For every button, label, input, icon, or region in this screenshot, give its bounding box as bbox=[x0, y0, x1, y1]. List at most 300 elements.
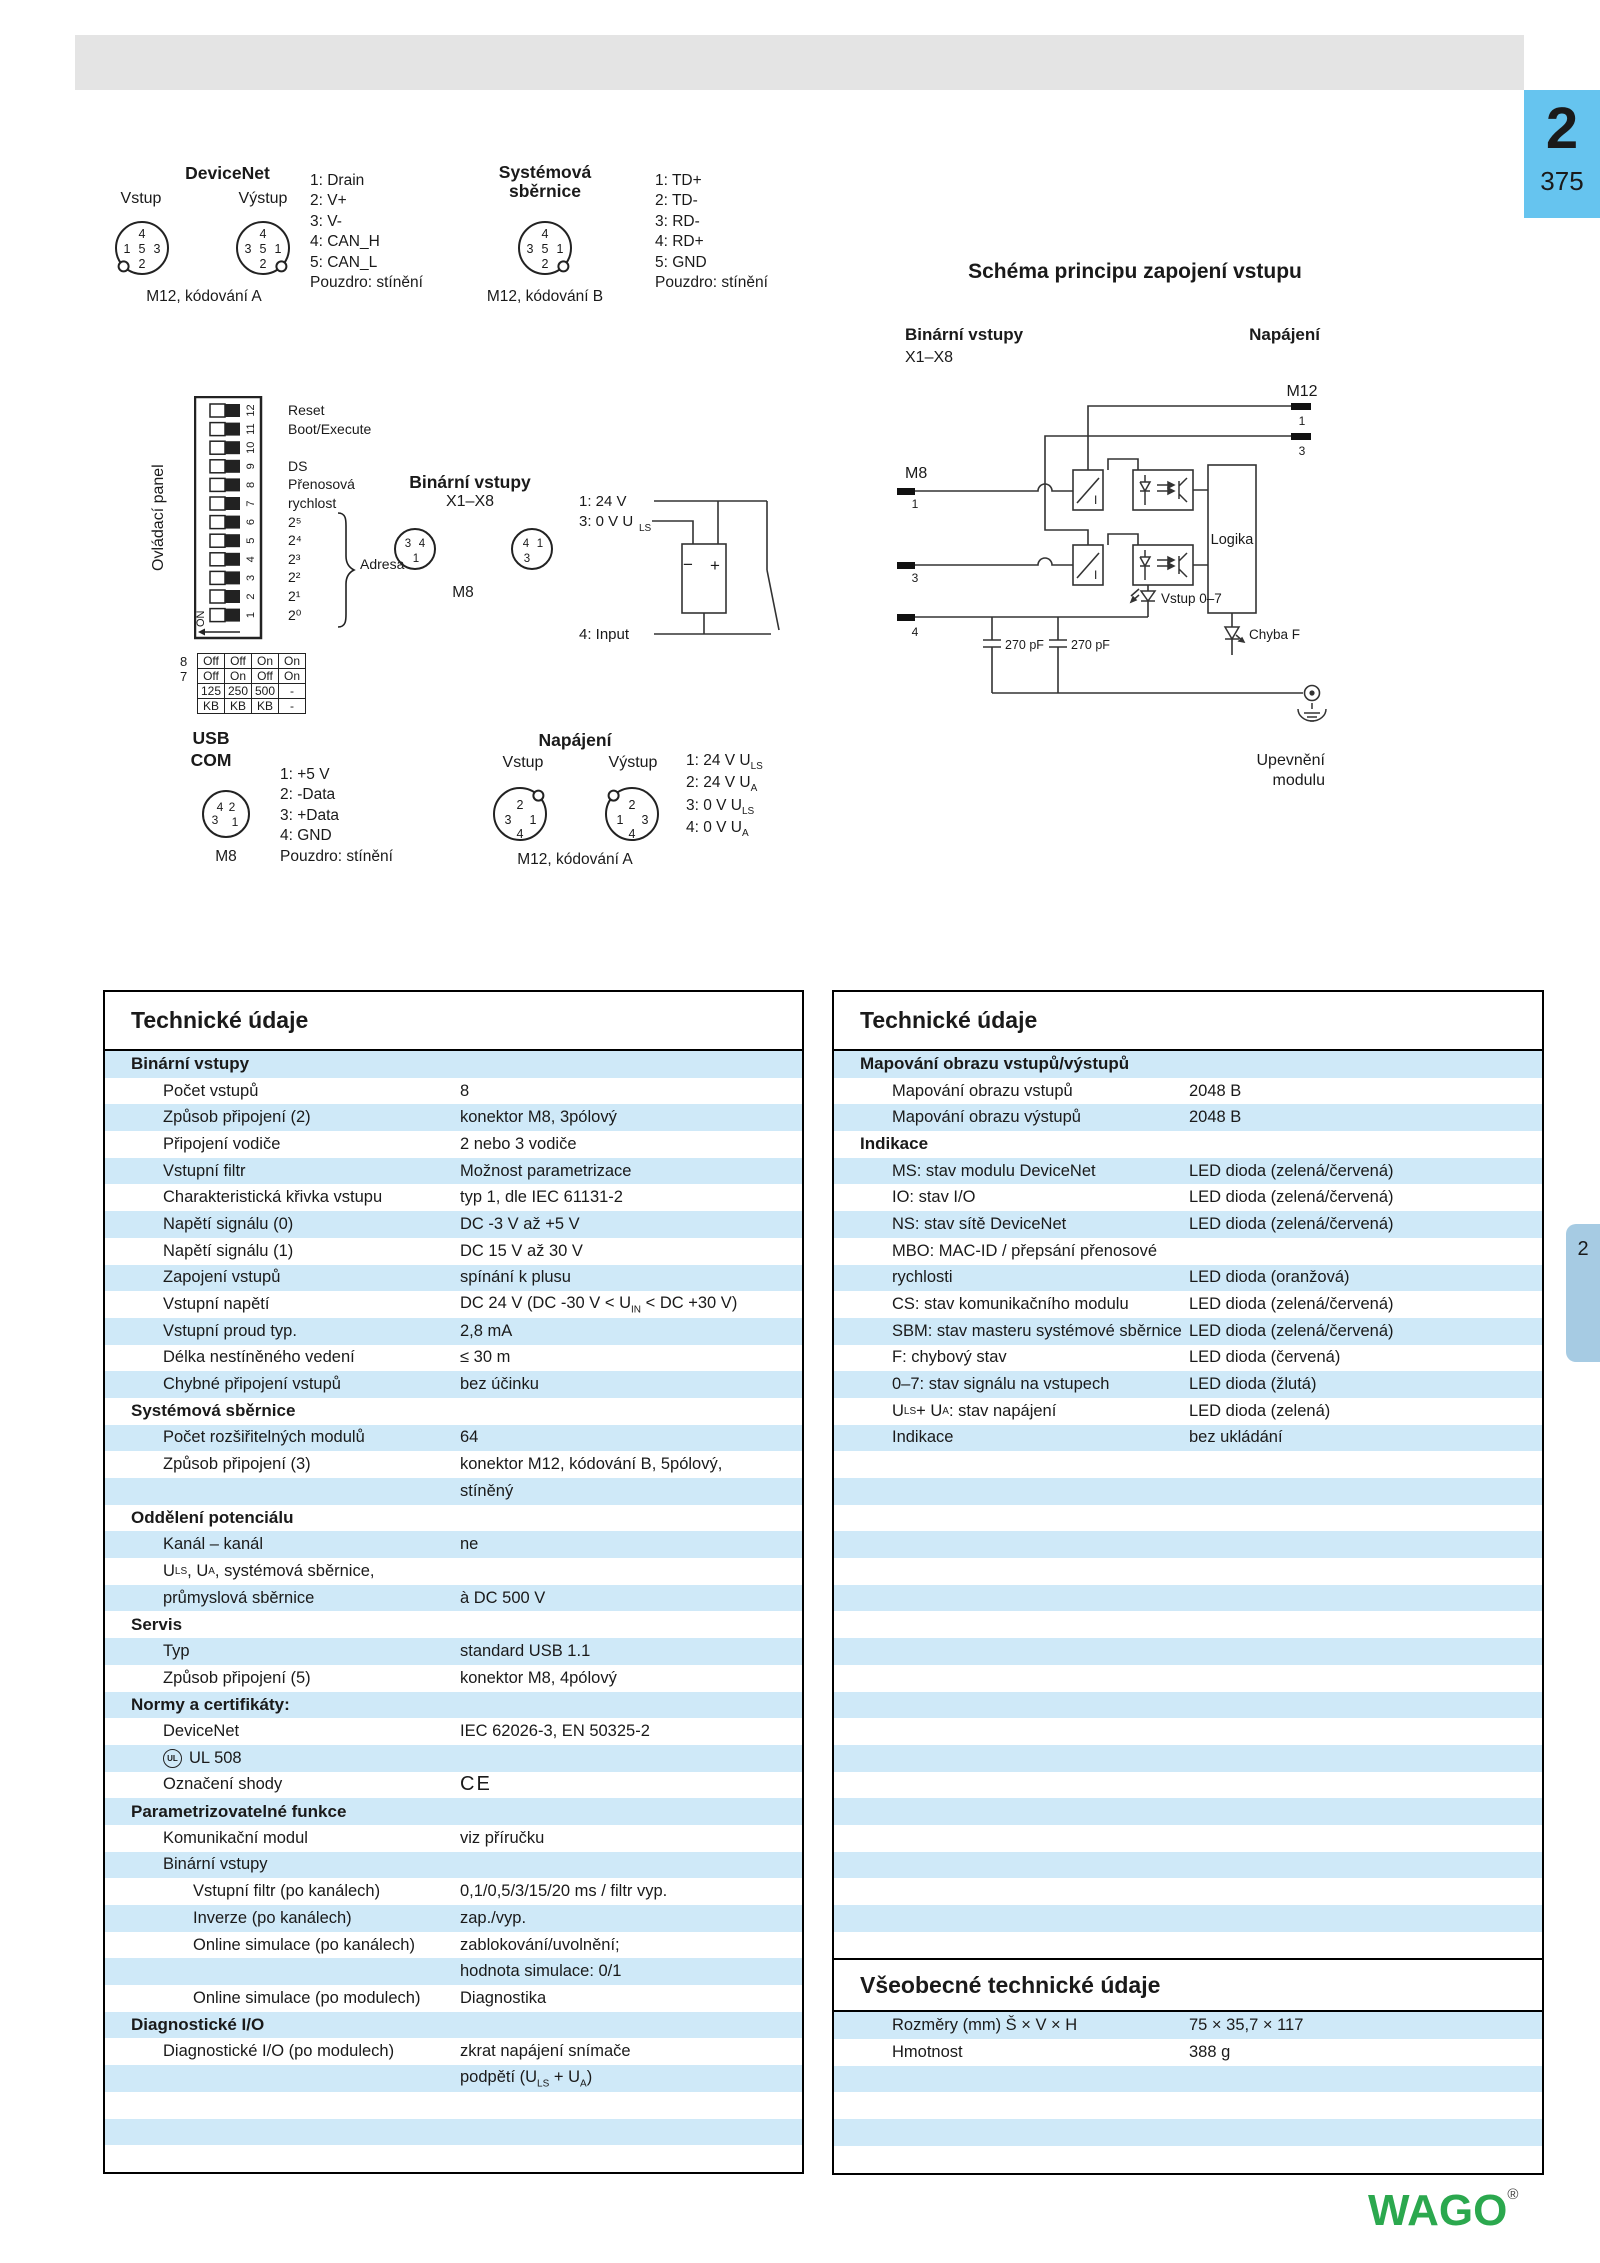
table-row bbox=[105, 1478, 802, 1505]
dip-switch-slider-on[interactable] bbox=[225, 571, 240, 584]
row-label: Inverze (po kanálech) bbox=[193, 1908, 352, 1927]
sysbus-coding-label: M12, kódování B bbox=[486, 288, 604, 305]
row-value: konektor M12, kódování B, 5pólový, bbox=[460, 1455, 723, 1474]
table-row bbox=[105, 1852, 802, 1879]
table-row bbox=[105, 1932, 802, 1959]
table-section-row bbox=[834, 1131, 1542, 1158]
row-label: Vstupní filtr bbox=[163, 1161, 246, 1180]
row-value: 388 g bbox=[1189, 2042, 1231, 2061]
svg-text:3: 3 bbox=[244, 242, 252, 256]
dip-switch-label: DS bbox=[288, 457, 308, 474]
svg-text:I: I bbox=[1094, 568, 1098, 582]
table-row bbox=[105, 1772, 802, 1799]
row-value: DC 24 V (DC -30 $V < U_{IN}$ < DC +30 V) bbox=[460, 1293, 738, 1316]
dip-switch-number: 12 bbox=[245, 404, 257, 417]
devicenet-output-connector-icon bbox=[229, 214, 297, 282]
table-row bbox=[834, 1291, 1542, 1318]
schematic-inputs-range: X1–X8 bbox=[905, 349, 954, 366]
binary-input-connector2-icon bbox=[510, 527, 554, 571]
table-empty-row bbox=[834, 1745, 1542, 1772]
baud-cell: KB bbox=[252, 699, 279, 714]
devicenet-coding-label: M12, kódování A bbox=[146, 288, 262, 305]
row-value: 64 bbox=[460, 1428, 479, 1447]
usb-connector-icon bbox=[200, 788, 252, 840]
table-row bbox=[105, 1345, 802, 1372]
svg-text:2: 2 bbox=[541, 257, 549, 271]
baud-cell: 250 bbox=[225, 684, 252, 699]
table-row bbox=[834, 1184, 1542, 1211]
row-value: typ 1, dle IEC 61131-2 bbox=[460, 1188, 623, 1207]
dip-switch-slider-on[interactable] bbox=[225, 609, 240, 622]
table-empty-row bbox=[834, 1798, 1542, 1825]
pin-label: 4: 0 V $U_A$ bbox=[686, 818, 749, 839]
baud-row8-label: 8 bbox=[180, 654, 188, 669]
row-value: LED dioda (červená) bbox=[1189, 1348, 1341, 1367]
power-output-label: Výstup bbox=[608, 754, 658, 771]
dip-switch-slider-off[interactable] bbox=[210, 571, 225, 584]
table-row bbox=[105, 1558, 802, 1585]
dip-switch-slider-on[interactable] bbox=[225, 590, 240, 603]
row-value: 0,1/0,5/3/15/20 ms / filtr vyp. bbox=[460, 1882, 668, 1901]
pin-label: 2: V+ bbox=[310, 192, 347, 210]
table-empty-row bbox=[105, 2119, 802, 2146]
svg-text:3: 0 V U: 3: 0 V U bbox=[579, 513, 634, 530]
table-empty-row bbox=[834, 1451, 1542, 1478]
m8-pad-3 bbox=[897, 562, 915, 569]
dip-switch-slider-off[interactable] bbox=[210, 497, 225, 510]
row-value: podpětí $(U_{LS} + U_A)$ bbox=[460, 2067, 593, 2090]
table-row bbox=[834, 1345, 1542, 1372]
table-empty-row bbox=[834, 1825, 1542, 1852]
power-output-connector-icon bbox=[604, 786, 660, 842]
dip-switch-slider-on[interactable] bbox=[225, 553, 240, 566]
svg-text:2: 2 bbox=[259, 257, 267, 271]
row-label: Kanál – kanál bbox=[163, 1535, 263, 1554]
row-label: U LS + U A : stav napájení bbox=[892, 1401, 1057, 1420]
input-filter-symbols bbox=[1073, 470, 1103, 585]
table-section-row bbox=[105, 1611, 802, 1638]
row-value: zkrat napájení snímače bbox=[460, 2042, 631, 2061]
table-row bbox=[105, 1745, 802, 1772]
dip-switch-slider-off[interactable] bbox=[210, 534, 225, 547]
schematic-power-label: Napájení bbox=[1249, 325, 1320, 344]
row-label: Délka nestíněného vedení bbox=[163, 1348, 355, 1367]
dip-switch-number: 10 bbox=[245, 441, 257, 454]
pin-label: 1: Drain bbox=[310, 172, 365, 189]
row-label: SBM: stav masteru systémové sběrnice bbox=[892, 1321, 1182, 1340]
mounting-label-line2: modulu bbox=[1272, 772, 1325, 789]
dip-switch-label: 2³ bbox=[288, 550, 301, 567]
table-row bbox=[105, 2065, 802, 2092]
dip-switch-slider-on[interactable] bbox=[225, 497, 240, 510]
mounting-label-line1: Upevnění bbox=[1256, 752, 1325, 769]
svg-text:3: 3 bbox=[526, 242, 534, 256]
chapter-side-tab[interactable] bbox=[1566, 1224, 1600, 1362]
pin-label: 3: V- bbox=[310, 212, 342, 230]
baud-cell: On bbox=[279, 669, 306, 684]
table-section-row bbox=[105, 1051, 802, 1078]
row-value: 2 nebo 3 vodiče bbox=[460, 1134, 577, 1153]
table-row bbox=[834, 1211, 1542, 1238]
table-row bbox=[834, 2039, 1542, 2066]
row-value: LED dioda (zelená) bbox=[1189, 1401, 1331, 1420]
row-label: DeviceNet bbox=[163, 1722, 240, 1741]
dip-switch-slider-off[interactable] bbox=[210, 590, 225, 603]
table-row bbox=[105, 1985, 802, 2012]
row-label: Rozměry (mm) Š × V × H bbox=[892, 2016, 1078, 2035]
ce-mark: CE bbox=[460, 1773, 492, 1796]
right-table-title: Technické údaje bbox=[834, 992, 1542, 1051]
row-label: 0–7: stav signálu na vstupech bbox=[892, 1375, 1110, 1394]
table-row bbox=[105, 1905, 802, 1932]
row-value: ≤ 30 m bbox=[460, 1348, 511, 1367]
row-label: CS: stav komunikačního modulu bbox=[892, 1295, 1129, 1314]
table-empty-row bbox=[834, 2146, 1542, 2173]
wago-logo-text: WAGO bbox=[1368, 2186, 1508, 2235]
capacitor2-label: 270 pF bbox=[1071, 638, 1110, 652]
pin-label: 2: -Data bbox=[280, 786, 336, 804]
m8-pad-1 bbox=[897, 488, 915, 495]
row-label: Chybné připojení vstupů bbox=[163, 1375, 341, 1394]
usb-connector-type-label: M8 bbox=[215, 848, 237, 865]
binary-input-connector1-icon bbox=[393, 527, 437, 571]
svg-text:3: 3 bbox=[211, 813, 219, 827]
row-label: Způsob připojení (2) bbox=[163, 1108, 311, 1127]
dip-switch-slider-on[interactable] bbox=[225, 423, 240, 436]
svg-text:1: 1 bbox=[616, 813, 624, 827]
sysbus-connector-icon bbox=[511, 214, 579, 282]
dip-switch[interactable] bbox=[194, 396, 264, 640]
baud-cell: 500 bbox=[252, 684, 279, 699]
pin-label: Pouzdro: stínění bbox=[310, 273, 423, 291]
pin-label: 1: +5 V bbox=[280, 766, 330, 783]
binary-connector-type-label: M8 bbox=[452, 584, 474, 601]
table-empty-row bbox=[834, 1638, 1542, 1665]
table-empty-row bbox=[834, 1852, 1542, 1879]
baud-cell: On bbox=[225, 669, 252, 684]
row-label: rychlosti bbox=[892, 1268, 953, 1287]
dip-switch-number: 6 bbox=[245, 519, 257, 526]
row-value: zablokování/uvolnění; bbox=[460, 1935, 620, 1954]
row-label: Binární vstupy bbox=[131, 1054, 250, 1074]
svg-text:+: + bbox=[710, 556, 720, 575]
registered-mark: ® bbox=[1507, 2186, 1519, 2203]
table-row bbox=[834, 1425, 1542, 1452]
row-label: Online simulace (po modulech) bbox=[193, 1988, 421, 2007]
dip-switch-number: 1 bbox=[245, 612, 257, 619]
dip-switch-label: 2⁵ bbox=[288, 513, 302, 530]
binary-inputs-title: Binární vstupy bbox=[409, 472, 531, 492]
dip-switch-label: 2² bbox=[288, 569, 301, 586]
svg-text:LS: LS bbox=[639, 523, 652, 534]
row-label: IO: stav I/O bbox=[892, 1188, 976, 1207]
row-label: Napětí signálu (0) bbox=[163, 1214, 294, 1233]
baud-cell: Off bbox=[198, 654, 225, 669]
error-led-label: Chyba F bbox=[1249, 627, 1301, 642]
svg-text:4: Input: 4: Input bbox=[579, 626, 630, 643]
usb-title-line1: USB bbox=[192, 728, 230, 748]
row-label: Mapování obrazu výstupů bbox=[892, 1108, 1081, 1127]
row-label: Způsob připojení (5) bbox=[163, 1668, 311, 1687]
dip-switch-number: 8 bbox=[245, 481, 257, 488]
page-number: 375 bbox=[1540, 166, 1584, 196]
svg-text:2: 2 bbox=[516, 798, 524, 812]
dip-switch-number: 2 bbox=[245, 593, 257, 600]
usb-pin-list bbox=[280, 766, 393, 868]
schematic-title: Schéma principu zapojení vstupu bbox=[968, 260, 1302, 283]
row-label: Mapování obrazu vstupů/výstupů bbox=[860, 1054, 1130, 1074]
pin-label: 3: 0 V $U_{LS}$ bbox=[686, 796, 755, 817]
row-label: Normy a certifikáty: bbox=[131, 1694, 290, 1714]
row-value: LED dioda (zelená/červená) bbox=[1189, 1161, 1394, 1180]
row-label: Charakteristická křivka vstupu bbox=[163, 1188, 383, 1207]
sysbus-title: Systémová sběrnice bbox=[498, 162, 592, 201]
dip-switch-slider-on[interactable] bbox=[225, 516, 240, 529]
table-section-row bbox=[105, 1505, 802, 1532]
baud-cell: Off bbox=[252, 669, 279, 684]
table-empty-row bbox=[834, 2066, 1542, 2093]
dip-switch-slider-on[interactable] bbox=[225, 460, 240, 473]
row-value: à DC 500 V bbox=[460, 1588, 546, 1607]
dip-switch-label: Přenosová bbox=[288, 476, 355, 493]
svg-text:1: 1 bbox=[123, 242, 131, 256]
svg-text:4: 4 bbox=[522, 538, 530, 550]
row-label: Systémová sběrnice bbox=[131, 1401, 296, 1421]
technical-data-table-left bbox=[103, 990, 804, 2174]
table-empty-row bbox=[834, 2092, 1542, 2119]
svg-text:4: 4 bbox=[418, 538, 426, 550]
table-row bbox=[105, 1878, 802, 1905]
ground-symbol-icon bbox=[1298, 703, 1326, 721]
row-label: Způsob připojení (3) bbox=[163, 1455, 311, 1474]
svg-text:I: I bbox=[1094, 493, 1098, 507]
svg-text:2: 2 bbox=[628, 798, 636, 812]
table-section-row bbox=[834, 1051, 1542, 1078]
row-label: průmyslová sběrnice bbox=[163, 1588, 315, 1607]
address-label: Adresa bbox=[360, 556, 405, 572]
power-title: Napájení bbox=[538, 730, 612, 750]
dip-switch-slider-off[interactable] bbox=[210, 423, 225, 436]
svg-text:5: 5 bbox=[138, 242, 146, 256]
svg-text:1: 1 bbox=[231, 815, 239, 829]
svg-text:3: 3 bbox=[911, 571, 919, 585]
row-value: LED dioda (zelená/červená) bbox=[1189, 1214, 1394, 1233]
row-label: F: chybový stav bbox=[892, 1348, 1007, 1367]
schematic-m12-label: M12 bbox=[1286, 383, 1318, 400]
dip-switch-slider-off[interactable] bbox=[210, 553, 225, 566]
row-label: Diagnostické I/O bbox=[131, 2015, 265, 2035]
row-value: DC 15 V až 30 V bbox=[460, 1241, 583, 1260]
row-value: konektor M8, 3pólový bbox=[460, 1108, 617, 1127]
wago-logo bbox=[1368, 2186, 1518, 2236]
power-pin-list bbox=[686, 752, 763, 841]
table-empty-row bbox=[834, 1611, 1542, 1638]
row-value: 8 bbox=[460, 1081, 470, 1100]
dip-switch-label: 2⁴ bbox=[288, 532, 302, 549]
row-label: Napětí signálu (1) bbox=[163, 1241, 294, 1260]
general-data-title: Všeobecné technické údaje bbox=[834, 1958, 1542, 2012]
svg-text:3: 3 bbox=[641, 813, 649, 827]
table-row bbox=[105, 1184, 802, 1211]
row-value: bez ukládání bbox=[1189, 1428, 1283, 1447]
m12-pad-1 bbox=[1291, 403, 1311, 410]
input-principle-schematic bbox=[875, 245, 1565, 815]
svg-text:4: 4 bbox=[541, 227, 549, 241]
row-value: LED dioda (zelená/červená) bbox=[1189, 1295, 1394, 1314]
dip-switch-slider-off[interactable] bbox=[210, 404, 225, 417]
row-label: Online simulace (po kanálech) bbox=[193, 1935, 415, 1954]
svg-text:3: 3 bbox=[523, 553, 531, 565]
pin-label: 1: 24 V $U_{LS}$ bbox=[686, 752, 763, 773]
row-label: UL UL 508 bbox=[105, 1749, 460, 1768]
baud-cell: Off bbox=[225, 654, 252, 669]
row-value: zap./vyp. bbox=[460, 1908, 527, 1927]
dip-switch-number: 5 bbox=[245, 537, 257, 544]
table-row bbox=[834, 1078, 1542, 1105]
binary-inputs-range: X1–X8 bbox=[445, 493, 495, 510]
input-status-led-icon bbox=[1131, 589, 1155, 602]
row-label: Servis bbox=[131, 1614, 183, 1634]
table-row bbox=[834, 1158, 1542, 1185]
baud-cell: KB bbox=[198, 699, 225, 714]
svg-text:5: 5 bbox=[541, 242, 549, 256]
table-empty-row bbox=[105, 2145, 802, 2172]
svg-text:−: − bbox=[683, 555, 693, 574]
schematic-m8-label: M8 bbox=[905, 465, 928, 482]
table-row bbox=[105, 1531, 802, 1558]
side-tab-label: 2 bbox=[1577, 1238, 1589, 1260]
row-label: Počet vstupů bbox=[163, 1081, 259, 1100]
dip-switch-slider-on[interactable] bbox=[225, 478, 240, 491]
control-panel-label: Ovládací panel bbox=[150, 464, 167, 572]
baud-row7-label: 7 bbox=[180, 669, 188, 684]
page-number-badge bbox=[1524, 90, 1600, 218]
row-label: Počet rozšiřitelných modulů bbox=[163, 1428, 365, 1447]
devicenet-input-connector-icon bbox=[108, 214, 176, 282]
power-input-label: Vstup bbox=[502, 754, 544, 771]
svg-text:1: 1 bbox=[412, 553, 420, 565]
table-section-row bbox=[105, 1798, 802, 1825]
dip-switch-slider-off[interactable] bbox=[210, 460, 225, 473]
power-input-connector-icon bbox=[492, 786, 548, 842]
row-label: U LS , U A , systémová sběrnice, bbox=[163, 1561, 375, 1580]
dip-on-label: ON bbox=[195, 610, 207, 627]
row-value: hodnota simulace: 0/1 bbox=[460, 1962, 622, 1981]
svg-text:1: 1 bbox=[1298, 414, 1306, 428]
row-label: NS: stav sítě DeviceNet bbox=[892, 1214, 1067, 1233]
baud-rate-table bbox=[197, 653, 306, 714]
table-row bbox=[105, 1958, 802, 1985]
pin-label: 1: TD+ bbox=[655, 172, 702, 189]
technical-data-table-right bbox=[832, 990, 1544, 2175]
row-value: 2,8 mA bbox=[460, 1321, 513, 1340]
dip-switch-number: 7 bbox=[245, 500, 257, 507]
dip-switch-label: 2⁰ bbox=[288, 606, 302, 623]
table-row bbox=[105, 1638, 802, 1665]
table-row bbox=[834, 2012, 1542, 2039]
svg-text:3: 3 bbox=[153, 242, 161, 256]
dip-switch-label: 2¹ bbox=[288, 588, 301, 604]
pin-label: Pouzdro: stínění bbox=[655, 273, 768, 291]
svg-text:3: 3 bbox=[404, 538, 412, 550]
row-value: Možnost parametrizace bbox=[460, 1161, 632, 1180]
error-led-icon bbox=[1225, 627, 1244, 642]
chapter-number: 2 bbox=[1545, 96, 1579, 161]
pin-label: 5: GND bbox=[655, 253, 707, 271]
devicenet-input-label: Vstup bbox=[120, 190, 162, 207]
pin-label: 4: RD+ bbox=[655, 233, 704, 251]
svg-text:1: 1 bbox=[556, 242, 564, 256]
address-brace-icon bbox=[336, 512, 356, 628]
row-value: 2048 B bbox=[1189, 1108, 1242, 1127]
table-row bbox=[105, 1104, 802, 1131]
dip-switch-number: 3 bbox=[245, 574, 257, 581]
table-empty-row bbox=[834, 1932, 1542, 1959]
table-row bbox=[834, 1318, 1542, 1345]
ul-icon: UL bbox=[163, 1749, 182, 1768]
dip-switch-slider-off[interactable] bbox=[210, 516, 225, 529]
table-row bbox=[105, 1265, 802, 1292]
dip-switch-slider-off[interactable] bbox=[210, 441, 225, 454]
row-label: Připojení vodiče bbox=[163, 1134, 281, 1153]
power-coding-label: M12, kódování A bbox=[517, 851, 633, 868]
dip-switch-number: 4 bbox=[245, 556, 257, 563]
row-value: ne bbox=[460, 1535, 479, 1554]
table-empty-row bbox=[834, 1478, 1542, 1505]
svg-text:4: 4 bbox=[216, 800, 224, 814]
row-label: MS: stav modulu DeviceNet bbox=[892, 1161, 1096, 1180]
table-row bbox=[105, 1291, 802, 1318]
row-label: MBO: MAC-ID / přepsání přenosové bbox=[892, 1241, 1158, 1260]
table-section-row bbox=[105, 1398, 802, 1425]
devicenet-output-label: Výstup bbox=[238, 190, 288, 207]
dip-switch-slider-off[interactable] bbox=[210, 609, 225, 622]
row-label: Indikace bbox=[892, 1428, 954, 1447]
dip-switch-label: rychlost bbox=[288, 495, 337, 511]
table-section-row bbox=[105, 1692, 802, 1719]
table-row bbox=[834, 1371, 1542, 1398]
svg-text:2: 2 bbox=[138, 257, 146, 271]
table-row bbox=[105, 1825, 802, 1852]
dip-switch-slider-off[interactable] bbox=[210, 478, 225, 491]
row-value: LED dioda (zelená/červená) bbox=[1189, 1188, 1394, 1207]
svg-text:4: 4 bbox=[138, 227, 146, 241]
row-value: IEC 62026-3, EN 50325-2 bbox=[460, 1722, 650, 1741]
row-value: Diagnostika bbox=[460, 1988, 547, 2007]
row-label: Diagnostické I/O (po modulech) bbox=[163, 2042, 395, 2061]
dip-switch-slider-on[interactable] bbox=[225, 404, 240, 417]
row-label: Vstupní proud typ. bbox=[163, 1321, 297, 1340]
table-empty-row bbox=[834, 1772, 1542, 1799]
dip-switch-slider-on[interactable] bbox=[225, 441, 240, 454]
svg-text:4: 4 bbox=[259, 227, 267, 241]
devicenet-pin-list bbox=[310, 172, 423, 294]
svg-text:2: 2 bbox=[228, 800, 236, 814]
table-empty-row bbox=[834, 1558, 1542, 1585]
dip-switch-label: Reset bbox=[288, 402, 325, 418]
dip-switch-slider-on[interactable] bbox=[225, 534, 240, 547]
table-row bbox=[105, 1318, 802, 1345]
row-label: Oddělení potenciálu bbox=[131, 1508, 294, 1528]
table-row bbox=[105, 1131, 802, 1158]
table-empty-row bbox=[834, 1505, 1542, 1532]
table-row bbox=[834, 1104, 1542, 1131]
table-row bbox=[105, 1078, 802, 1105]
baud-cell: On bbox=[279, 654, 306, 669]
row-value: bez účinku bbox=[460, 1375, 539, 1394]
table-empty-row bbox=[834, 1878, 1542, 1905]
table-row bbox=[105, 1238, 802, 1265]
